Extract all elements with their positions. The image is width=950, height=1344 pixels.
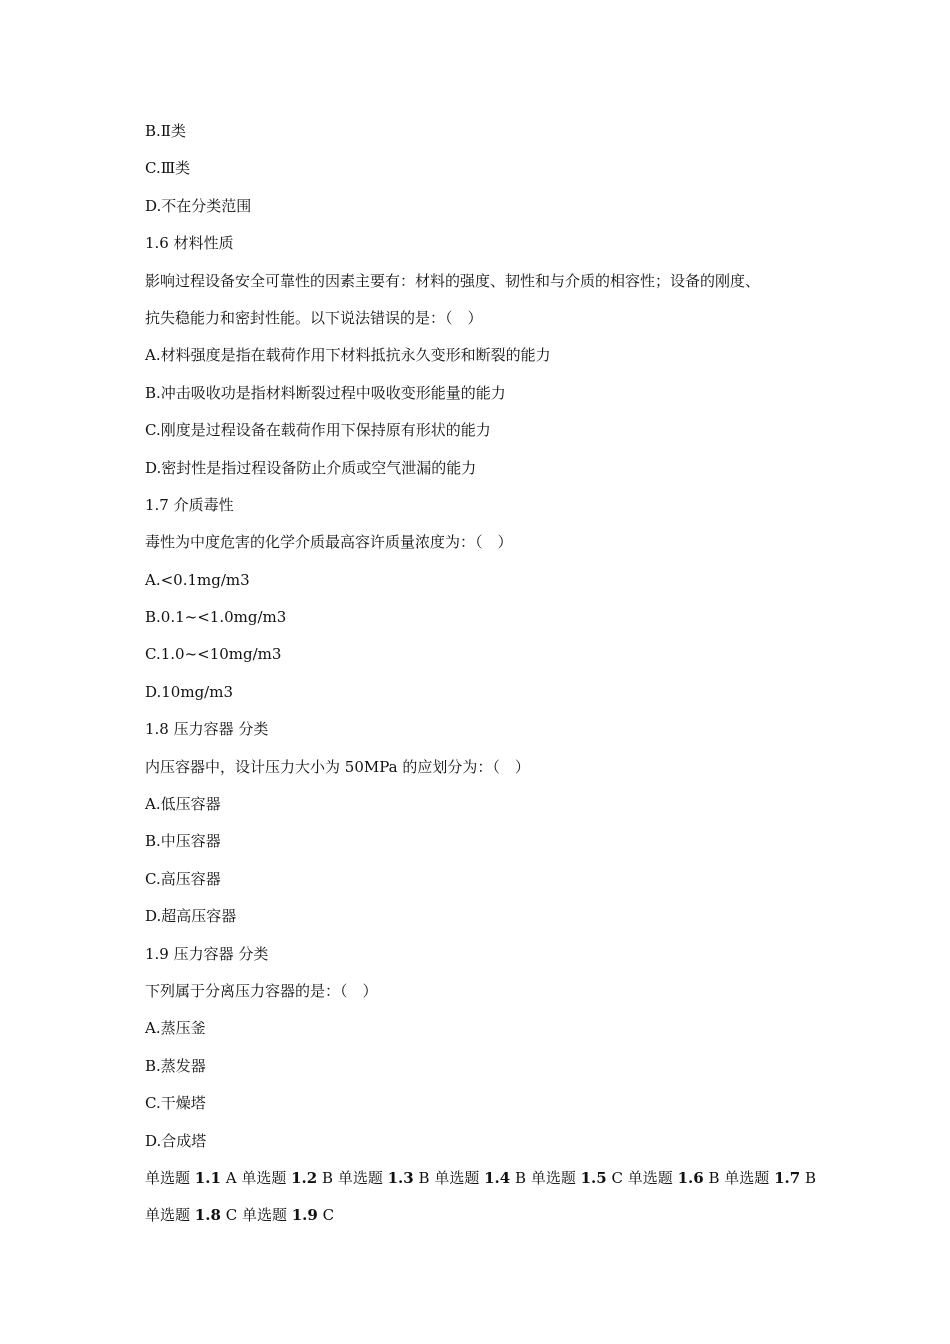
text-line: D.超高压容器 [145,907,237,926]
answer-key [145,1168,825,1225]
answer-item [531,1169,623,1187]
answer-item [241,1169,333,1187]
text-line: A.材料强度是指在载荷作用下材料抵抗永久变形和断裂的能力 [145,346,551,365]
text-line: D.密封性是指过程设备防止介质或空气泄漏的能力 [145,458,477,477]
text-line: C.刚度是过程设备在载荷作用下保持原有形状的能力 [145,421,491,440]
answer-choice: B [804,1168,816,1187]
answer-choice: B [708,1168,720,1187]
text-line: C.Ⅲ类 [145,159,191,178]
text-line: 1.6 材料性质 [145,234,234,253]
text-line: 1.9 压力容器 分类 [145,944,269,963]
text-line: C.高压容器 [145,869,221,888]
answer-choice: A [225,1168,237,1187]
text-line: B.蒸发器 [145,1056,206,1075]
answer-choice: B [322,1168,334,1187]
text-line: D.10mg/m3 [145,682,233,701]
answer-item [434,1169,526,1187]
answer-number: 1.4 [484,1168,511,1187]
text-line: 下列属于分离压力容器的是：（ ） [145,981,378,1000]
answer-item [628,1169,720,1187]
answer-label: 单选题 [145,1168,191,1187]
answer-item [145,1206,237,1224]
answer-number: 1.8 [194,1206,221,1225]
answer-label: 单选题 [724,1168,770,1187]
text-line: 1.8 压力容器 分类 [145,720,269,739]
answer-label: 单选题 [530,1168,576,1187]
text-line: 1.7 介质毒性 [145,495,234,514]
text-line: A.蒸压釜 [145,1019,206,1038]
answer-number: 1.7 [774,1168,801,1187]
answer-choice: C [611,1168,623,1187]
text-line: B.Ⅱ类 [145,122,186,140]
question-lines [145,121,825,1151]
answer-item [338,1169,430,1187]
answer-number: 1.5 [580,1168,607,1187]
text-line: 影响过程设备安全可靠性的因素主要有：材料的强度、韧性和与介质的相容性；设备的刚度、 [145,271,761,290]
answer-label: 单选题 [627,1168,673,1187]
text-line: B.0.1~<1.0mg/m3 [145,608,287,627]
answer-number: 1.3 [387,1168,414,1187]
answer-choice: C [322,1206,335,1225]
text-line: C.干燥塔 [145,1094,206,1113]
text-line: A.<0.1mg/m3 [145,570,250,589]
text-line: 内压容器中，设计压力大小为 50MPa 的应划分为：（ ） [145,757,530,776]
answer-choice: B [515,1168,527,1187]
answer-item [724,1169,816,1187]
answer-item [145,1169,237,1187]
text-line: 抗失稳能力和密封性能。以下说法错误的是：（ ） [145,308,483,327]
answer-label: 单选题 [145,1206,191,1225]
answer-number: 1.9 [291,1206,318,1225]
answer-label: 单选题 [434,1168,480,1187]
answer-item [242,1206,334,1224]
text-line: D.合成塔 [145,1131,207,1150]
answer-label: 单选题 [337,1168,383,1187]
answer-number: 1.6 [677,1168,704,1187]
text-line: 毒性为中度危害的化学介质最高容许质量浓度为：（ ） [145,533,513,552]
text-line: D.不在分类范围 [145,196,252,215]
answer-number: 1.1 [194,1168,221,1187]
text-line: A.低压容器 [145,795,221,814]
answer-number: 1.2 [291,1168,318,1187]
answer-label: 单选题 [241,1168,287,1187]
document-page [145,121,825,1243]
text-line: C.1.0~<10mg/m3 [145,645,282,664]
answer-choice: C [225,1206,238,1225]
answer-key-row [145,1205,825,1225]
answer-key-row [145,1168,825,1188]
answer-choice: B [418,1168,430,1187]
answer-label: 单选题 [241,1206,287,1225]
text-line: B.冲击吸收功是指材料断裂过程中吸收变形能量的能力 [145,383,506,402]
text-line: B.中压容器 [145,832,221,851]
